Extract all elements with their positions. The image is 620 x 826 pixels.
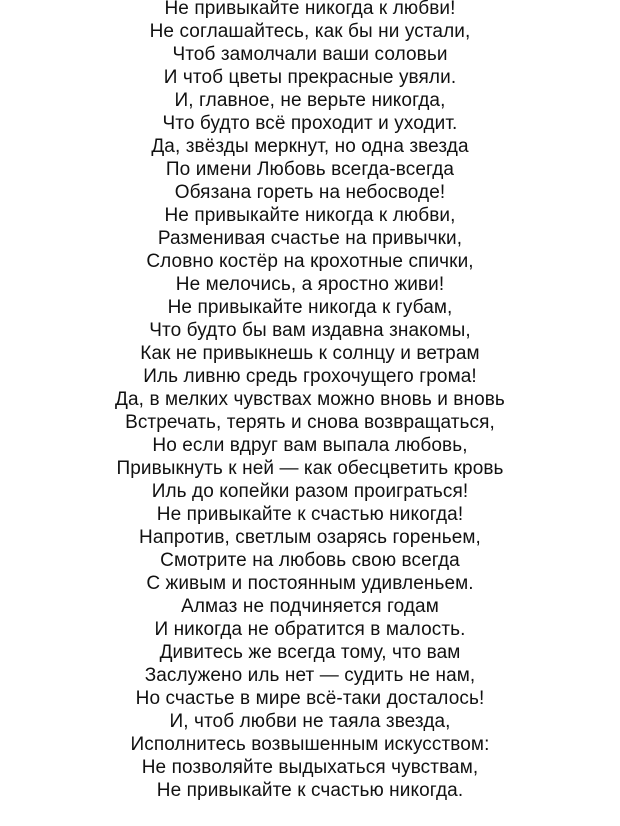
poem-line: Не привыкайте никогда к любви! xyxy=(164,0,456,19)
poem-line: Смотрите на любовь свою всегда xyxy=(160,550,460,571)
poem-line: И никогда не обратится в малость. xyxy=(154,619,466,640)
poem-line: Не привыкайте к счастью никогда. xyxy=(156,780,464,801)
poem-line: И, главное, не верьте никогда, xyxy=(174,90,446,111)
poem-line: Разменивая счастье на привычки, xyxy=(157,228,463,249)
poem-line: С живым и постоянным удивленьем. xyxy=(146,573,474,594)
poem-line: Но счастье в мире всё-таки досталось! xyxy=(135,688,485,709)
poem-line: И, чтоб любви не таяла звезда, xyxy=(169,711,451,732)
poem-line: И чтоб цветы прекрасные увяли. xyxy=(163,67,457,88)
poem-line: Встречать, терять и снова возвращаться, xyxy=(125,412,495,433)
poem-line: Обязана гореть на небосводе! xyxy=(174,182,446,203)
poem-line: Как не привыкнешь к солнцу и ветрам xyxy=(140,343,480,364)
poem-line: Чтоб замолчали ваши соловьи xyxy=(172,44,448,65)
poem-line: Напротив, светлым озарясь гореньем, xyxy=(139,527,481,548)
poem-line: Иль ливню средь грохочущего грома! xyxy=(143,366,477,387)
poem-line: Что будто бы вам издавна знакомы, xyxy=(149,320,471,341)
poem-line: Словно костёр на крохотные спички, xyxy=(146,251,474,272)
poem-line: Не соглашайтесь, как бы ни устали, xyxy=(149,21,471,42)
poem-line: Не привыкайте к счастью никогда! xyxy=(156,504,464,525)
poem-line: Не мелочись, а яростно живи! xyxy=(175,274,445,295)
poem-line: Привыкнуть к ней — как обесцветить кровь xyxy=(116,458,504,479)
poem-line: Алмаз не подчиняется годам xyxy=(181,596,439,617)
poem-line: Иль до копейки разом проиграться! xyxy=(151,481,469,502)
poem-line: Но если вдруг вам выпала любовь, xyxy=(152,435,468,456)
poem-line: Заслужено иль нет — судить не нам, xyxy=(144,665,476,686)
poem-line: Исполнитесь возвышенным искусством: xyxy=(130,734,490,755)
poem-line: Что будто всё проходит и уходит. xyxy=(162,113,458,134)
poem-line: Не привыкайте никогда к губам, xyxy=(167,297,453,318)
poem-line: Дивитесь же всегда тому, что вам xyxy=(159,642,461,663)
poem-line: Не позволяйте выдыхаться чувствам, xyxy=(141,757,479,778)
poem-line: Да, звёзды меркнут, но одна звезда xyxy=(151,136,469,157)
poem-line: Не привыкайте никогда к любви, xyxy=(164,205,456,226)
poem-line: Да, в мелких чувствах можно вновь и вновь xyxy=(115,389,505,410)
poem-line: По имени Любовь всегда-всегда xyxy=(165,159,455,180)
